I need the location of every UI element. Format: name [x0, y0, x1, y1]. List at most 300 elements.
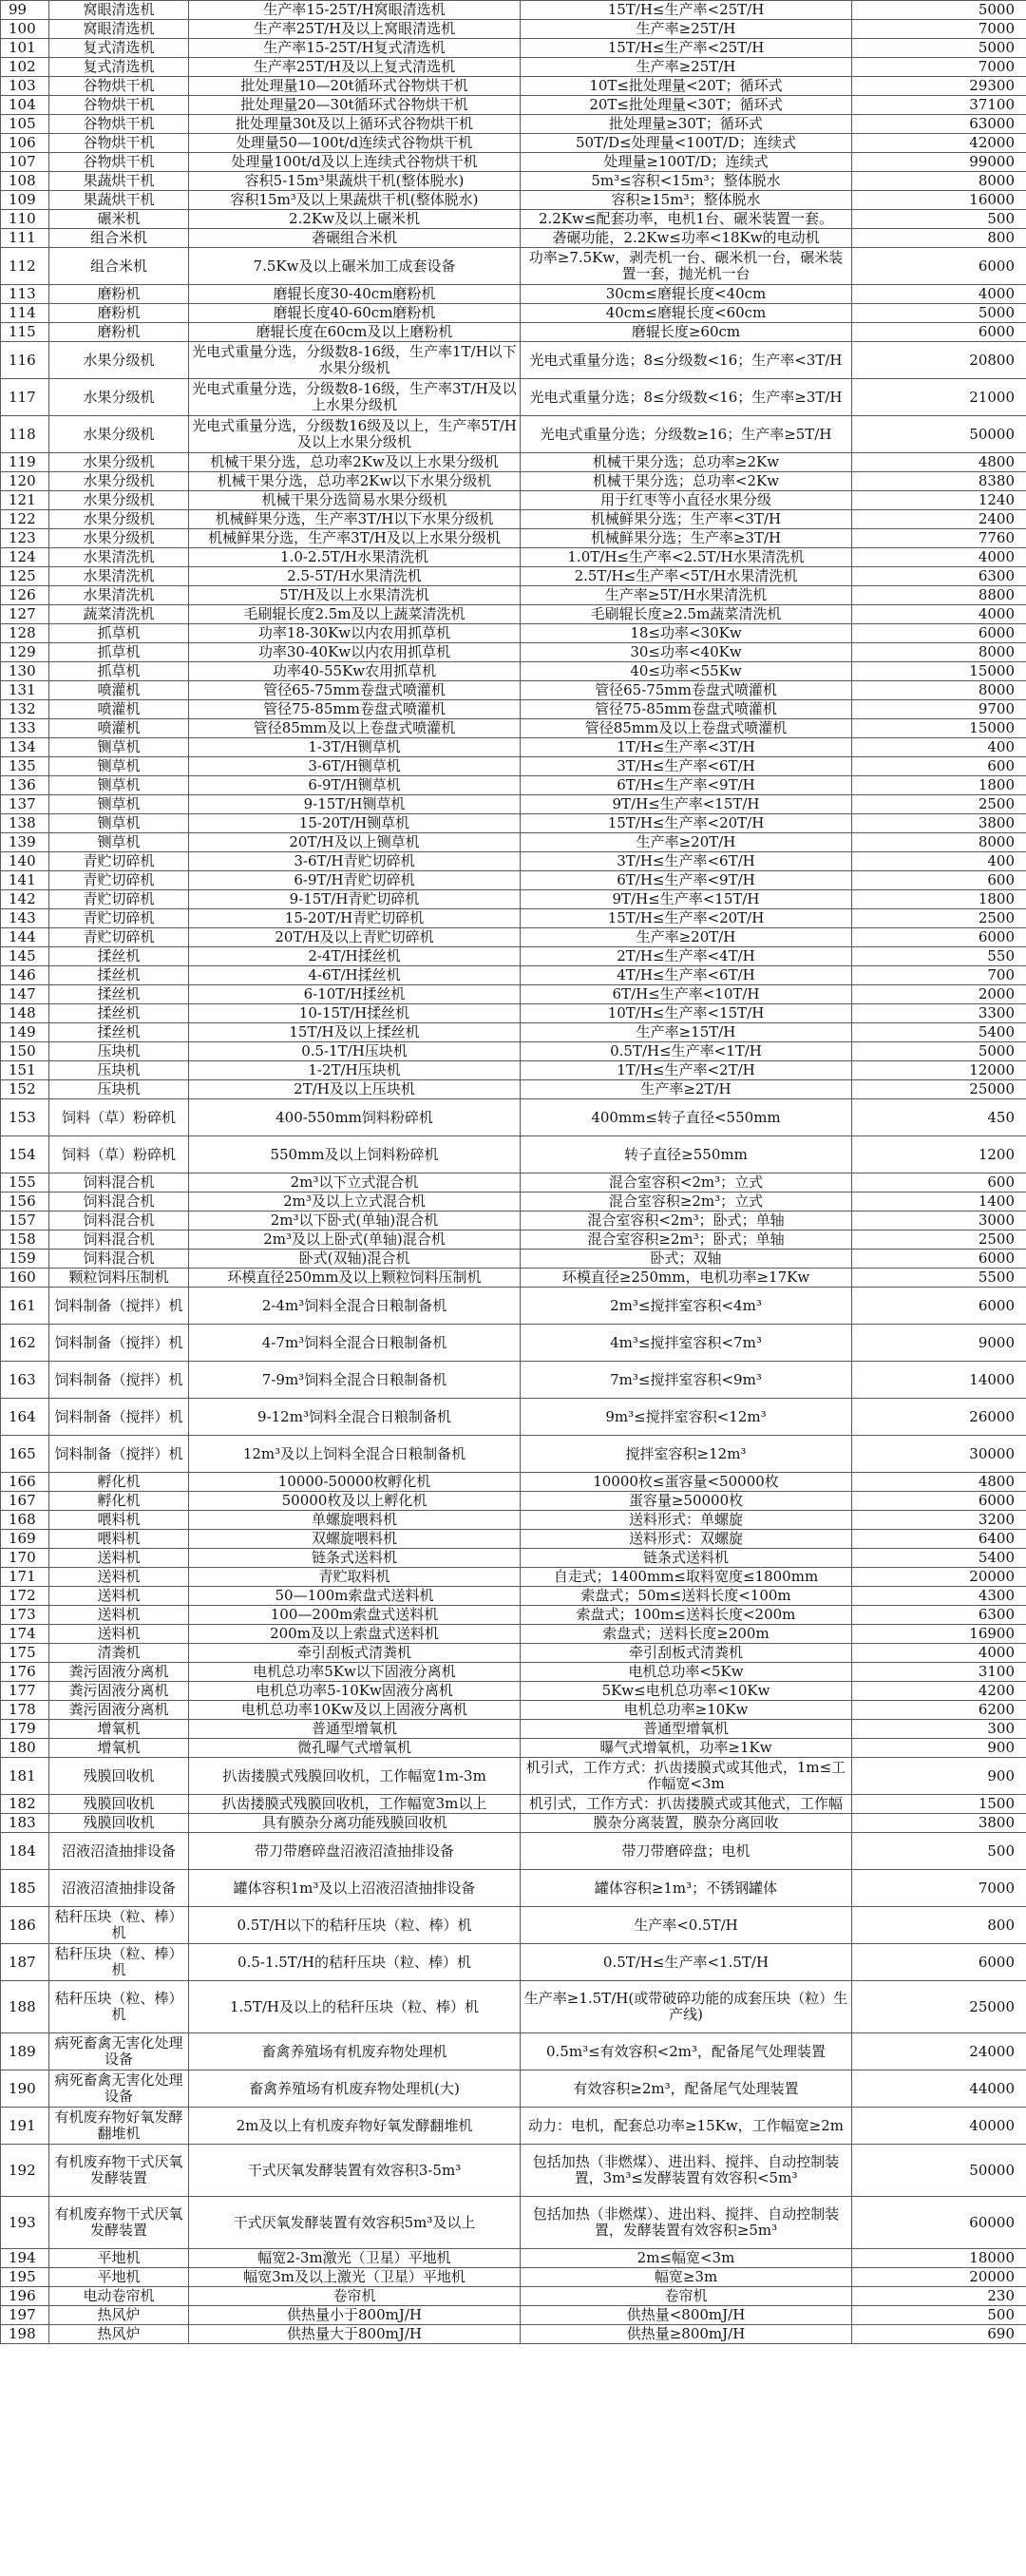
equipment-spec: 管径75-85mm卷盘式喷灌机 — [189, 700, 521, 719]
equipment-spec: 砻碾组合米机 — [189, 229, 521, 248]
equipment-spec: 20T/H及以上青贮切碎机 — [189, 928, 521, 947]
equipment-spec: 机械鲜果分选，生产率3T/H及以上水果分级机 — [189, 529, 521, 548]
spec-condition: 400mm≤转子直径<550mm — [521, 1099, 852, 1136]
equipment-spec: 青贮取料机 — [189, 1568, 521, 1587]
equipment-name: 送料机 — [49, 1606, 189, 1625]
equipment-spec: 卷帘机 — [189, 2287, 521, 2306]
spec-condition: 15T/H≤生产率<25T/H — [521, 39, 852, 58]
table-row — [1, 1250, 1026, 1269]
equipment-spec: 0.5-1.5T/H的秸秆压块（粒、棒）机 — [189, 1944, 521, 1981]
equipment-spec: 普通型增氧机 — [189, 1720, 521, 1739]
spec-condition: 机引式，工作方式：扒齿搂膜式或其他式，1m≤工作幅宽<3m — [521, 1758, 852, 1795]
equipment-name: 水果分级机 — [49, 416, 189, 453]
table-row — [1, 719, 1026, 738]
equipment-name: 揉丝机 — [49, 985, 189, 1004]
row-number: 122 — [1, 510, 49, 529]
equipment-name: 谷物烘干机 — [49, 77, 189, 96]
equipment-name: 铡草机 — [49, 833, 189, 852]
table-row — [1, 1269, 1026, 1288]
table-row — [1, 624, 1026, 643]
table-row — [1, 567, 1026, 586]
subsidy-amount: 6400 — [852, 1530, 1026, 1549]
spec-condition: 2m³≤搅拌室容积<4m³ — [521, 1288, 852, 1325]
equipment-spec: 1-3T/H铡草机 — [189, 738, 521, 757]
table-row — [1, 2033, 1026, 2070]
row-number: 173 — [1, 1606, 49, 1625]
row-number: 143 — [1, 909, 49, 928]
equipment-spec: 生产率25T/H及以上窝眼清选机 — [189, 20, 521, 39]
row-number: 195 — [1, 2268, 49, 2287]
table-row — [1, 491, 1026, 510]
equipment-name: 饲料制备（搅拌）机 — [49, 1288, 189, 1325]
table-row — [1, 2197, 1026, 2249]
row-number: 197 — [1, 2306, 49, 2325]
equipment-name: 秸秆压块（粒、棒）机 — [49, 1944, 189, 1981]
row-number: 110 — [1, 210, 49, 229]
subsidy-amount: 5500 — [852, 1269, 1026, 1288]
row-number: 158 — [1, 1231, 49, 1250]
equipment-name: 铡草机 — [49, 738, 189, 757]
table-row — [1, 1663, 1026, 1682]
row-number: 107 — [1, 153, 49, 172]
subsidy-amount: 550 — [852, 947, 1026, 966]
row-number: 190 — [1, 2070, 49, 2108]
table-row — [1, 966, 1026, 985]
row-number: 165 — [1, 1436, 49, 1473]
spec-condition: 9T/H≤生产率<15T/H — [521, 795, 852, 814]
spec-condition: 生产率≥5T/H水果清洗机 — [521, 586, 852, 605]
equipment-spec: 电机总功率5Kw以下固液分离机 — [189, 1663, 521, 1682]
spec-condition: 生产率<0.5T/H — [521, 1907, 852, 1944]
table-row — [1, 548, 1026, 567]
equipment-name: 有机废弃物干式厌氧发酵装置 — [49, 2197, 189, 2249]
spec-condition: 机械鲜果分选；生产率≥3T/H — [521, 529, 852, 548]
subsidy-amount: 44000 — [852, 2070, 1026, 2108]
table-row — [1, 191, 1026, 210]
equipment-spec: 幅宽3m及以上激光（卫星）平地机 — [189, 2268, 521, 2287]
subsidy-amount: 900 — [852, 1739, 1026, 1758]
subsidy-amount: 63000 — [852, 115, 1026, 134]
subsidy-amount: 1200 — [852, 1136, 1026, 1174]
subsidy-amount: 1800 — [852, 776, 1026, 795]
equipment-spec: 12m³及以上饲料全混合日粮制备机 — [189, 1436, 521, 1473]
subsidy-amount: 5400 — [852, 1023, 1026, 1042]
table-row — [1, 1099, 1026, 1136]
spec-condition: 功率≥7.5Kw，剥壳机一台、碾米机一台，碾米装置一套，抛光机一台 — [521, 248, 852, 285]
table-row — [1, 909, 1026, 928]
spec-condition: 9T/H≤生产率<15T/H — [521, 890, 852, 909]
equipment-spec: 扒齿搂膜式残膜回收机，工作幅宽3m以上 — [189, 1795, 521, 1814]
subsidy-amount: 4000 — [852, 285, 1026, 304]
table-body — [1, 1, 1026, 2344]
equipment-spec: 功率30-40Kw以内农用抓草机 — [189, 643, 521, 662]
table-row — [1, 890, 1026, 909]
equipment-name: 铡草机 — [49, 757, 189, 776]
subsidy-amount: 6300 — [852, 567, 1026, 586]
subsidy-amount: 500 — [852, 1833, 1026, 1870]
table-row — [1, 814, 1026, 833]
row-number: 120 — [1, 472, 49, 491]
spec-condition: 包括加热（非燃煤）、进出料、搅拌、自动控制装置，发酵装置有效容积≥5m³ — [521, 2197, 852, 2249]
spec-condition: 4T/H≤生产率<6T/H — [521, 966, 852, 985]
subsidy-amount: 7760 — [852, 529, 1026, 548]
spec-condition: 搅拌室容积≥12m³ — [521, 1436, 852, 1473]
spec-condition: 砻碾功能，2.2Kw≤功率<18Kw的电动机 — [521, 229, 852, 248]
spec-condition: 生产率≥20T/H — [521, 833, 852, 852]
table-row — [1, 795, 1026, 814]
spec-condition: 机械干果分选；总功率≥2Kw — [521, 453, 852, 472]
equipment-spec: 光电式重量分选，分级数16级及以上，生产率5T/H及以上水果分级机 — [189, 416, 521, 453]
subsidy-amount: 3300 — [852, 1004, 1026, 1023]
equipment-name: 铡草机 — [49, 776, 189, 795]
subsidy-amount: 2000 — [852, 985, 1026, 1004]
equipment-spec: 9-15T/H铡草机 — [189, 795, 521, 814]
equipment-spec: 容积15m³及以上果蔬烘干机(整体脱水) — [189, 191, 521, 210]
row-number: 115 — [1, 323, 49, 342]
table-row — [1, 833, 1026, 852]
equipment-spec: 3-6T/H青贮切碎机 — [189, 852, 521, 871]
equipment-spec: 扒齿搂膜式残膜回收机，工作幅宽1m-3m — [189, 1758, 521, 1795]
equipment-spec: 批处理量10—20t循环式谷物烘干机 — [189, 77, 521, 96]
table-row — [1, 379, 1026, 416]
equipment-name: 铡草机 — [49, 795, 189, 814]
spec-condition: 15T/H≤生产率<20T/H — [521, 909, 852, 928]
row-number: 144 — [1, 928, 49, 947]
table-row — [1, 1568, 1026, 1587]
subsidy-amount: 3800 — [852, 1814, 1026, 1833]
equipment-spec: 50000枚及以上孵化机 — [189, 1492, 521, 1511]
equipment-spec: 6-9T/H青贮切碎机 — [189, 871, 521, 890]
subsidy-amount: 21000 — [852, 379, 1026, 416]
equipment-name: 热风炉 — [49, 2325, 189, 2344]
equipment-name: 病死畜禽无害化处理设备 — [49, 2033, 189, 2070]
spec-condition: 索盘式；送料长度≥200m — [521, 1625, 852, 1644]
spec-condition: 容积≥15m³；整体脱水 — [521, 191, 852, 210]
table-row — [1, 1, 1026, 20]
equipment-spec: 生产率15-25T/H复式清选机 — [189, 39, 521, 58]
table-row — [1, 985, 1026, 1004]
subsidy-amount: 800 — [852, 1907, 1026, 1944]
equipment-spec: 电机总功率5-10Kw固液分离机 — [189, 1682, 521, 1701]
equipment-spec: 2m³以下卧式(单轴)混合机 — [189, 1212, 521, 1231]
row-number: 159 — [1, 1250, 49, 1269]
equipment-spec: 10000-50000枚孵化机 — [189, 1473, 521, 1492]
spec-condition: 6T/H≤生产率<10T/H — [521, 985, 852, 1004]
equipment-name: 沼液沼渣抽排设备 — [49, 1870, 189, 1907]
equipment-name: 水果清洗机 — [49, 586, 189, 605]
row-number: 196 — [1, 2287, 49, 2306]
row-number: 187 — [1, 1944, 49, 1981]
subsidy-amount: 500 — [852, 210, 1026, 229]
equipment-spec: 机械干果分选，总功率2Kw及以上水果分级机 — [189, 453, 521, 472]
table-row — [1, 2325, 1026, 2344]
subsidy-amount: 15000 — [852, 719, 1026, 738]
equipment-spec: 批处理量20—30t循环式谷物烘干机 — [189, 96, 521, 115]
equipment-name: 组合米机 — [49, 229, 189, 248]
spec-condition: 40cm≤磨辊长度<60cm — [521, 304, 852, 323]
equipment-spec: 4-6T/H揉丝机 — [189, 966, 521, 985]
spec-condition: 机械干果分选；总功率<2Kw — [521, 472, 852, 491]
subsidy-amount: 20000 — [852, 1568, 1026, 1587]
subsidy-amount: 42000 — [852, 134, 1026, 153]
row-number: 121 — [1, 491, 49, 510]
row-number: 192 — [1, 2145, 49, 2197]
equipment-name: 饲料制备（搅拌）机 — [49, 1325, 189, 1362]
equipment-spec: 磨辊长度30-40cm磨粉机 — [189, 285, 521, 304]
equipment-spec: 50—100m索盘式送料机 — [189, 1587, 521, 1606]
equipment-spec: 链条式送料机 — [189, 1549, 521, 1568]
equipment-name: 沼液沼渣抽排设备 — [49, 1833, 189, 1870]
equipment-name: 青贮切碎机 — [49, 871, 189, 890]
subsidy-amount: 2500 — [852, 1231, 1026, 1250]
equipment-name: 饲料混合机 — [49, 1231, 189, 1250]
row-number: 116 — [1, 342, 49, 379]
equipment-name: 组合米机 — [49, 248, 189, 285]
row-number: 162 — [1, 1325, 49, 1362]
table-row — [1, 1981, 1026, 2033]
subsidy-amount: 5000 — [852, 39, 1026, 58]
equipment-spec: 2m³及以上立式混合机 — [189, 1193, 521, 1212]
row-number: 109 — [1, 191, 49, 210]
equipment-name: 平地机 — [49, 2268, 189, 2287]
row-number: 119 — [1, 453, 49, 472]
table-row — [1, 1362, 1026, 1399]
row-number: 171 — [1, 1568, 49, 1587]
subsidy-amount: 7000 — [852, 58, 1026, 77]
row-number: 160 — [1, 1269, 49, 1288]
table-row — [1, 1042, 1026, 1061]
equipment-name: 水果分级机 — [49, 342, 189, 379]
table-row — [1, 2306, 1026, 2325]
equipment-name: 饲料混合机 — [49, 1174, 189, 1193]
table-row — [1, 928, 1026, 947]
equipment-name: 饲料制备（搅拌）机 — [49, 1362, 189, 1399]
table-row — [1, 1814, 1026, 1833]
row-number: 135 — [1, 757, 49, 776]
row-number: 175 — [1, 1644, 49, 1663]
row-number: 142 — [1, 890, 49, 909]
row-number: 179 — [1, 1720, 49, 1739]
row-number: 113 — [1, 285, 49, 304]
spec-condition: 20T≤批处理量<30T；循环式 — [521, 96, 852, 115]
table-row — [1, 1288, 1026, 1325]
row-number: 184 — [1, 1833, 49, 1870]
row-number: 180 — [1, 1739, 49, 1758]
equipment-spec: 畜禽养殖场有机废弃物处理机(大) — [189, 2070, 521, 2108]
subsidy-amount: 600 — [852, 757, 1026, 776]
row-number: 130 — [1, 662, 49, 681]
equipment-name: 电动卷帘机 — [49, 2287, 189, 2306]
table-row — [1, 323, 1026, 342]
table-row — [1, 153, 1026, 172]
equipment-spec: 带刀带磨碎盘沼液沼渣抽排设备 — [189, 1833, 521, 1870]
row-number: 156 — [1, 1193, 49, 1212]
spec-condition: 光电式重量分选；分级数≥16；生产率≥5T/H — [521, 416, 852, 453]
spec-condition: 卷帘机 — [521, 2287, 852, 2306]
subsidy-amount: 99000 — [852, 153, 1026, 172]
equipment-name: 窝眼清选机 — [49, 20, 189, 39]
equipment-name: 秸秆压块（粒、棒）机 — [49, 1907, 189, 1944]
subsidy-amount: 5400 — [852, 1549, 1026, 1568]
equipment-spec: 1.0-2.5T/H水果清洗机 — [189, 548, 521, 567]
equipment-spec: 批处理量30t及以上循环式谷物烘干机 — [189, 115, 521, 134]
equipment-spec: 2-4m³饲料全混合日粮制备机 — [189, 1288, 521, 1325]
subsidy-amount: 6000 — [852, 1288, 1026, 1325]
equipment-spec: 罐体容积1m³及以上沼液沼渣抽排设备 — [189, 1870, 521, 1907]
equipment-spec: 9-15T/H青贮切碎机 — [189, 890, 521, 909]
subsidy-amount: 4000 — [852, 605, 1026, 624]
table-row — [1, 1907, 1026, 1944]
subsidy-amount: 3000 — [852, 1212, 1026, 1231]
spec-condition: 30cm≤磨辊长度<40cm — [521, 285, 852, 304]
subsidy-amount: 5000 — [852, 1, 1026, 20]
row-number: 136 — [1, 776, 49, 795]
equipment-name: 平地机 — [49, 2249, 189, 2268]
equipment-spec: 功率18-30Kw以内农用抓草机 — [189, 624, 521, 643]
table-row — [1, 1004, 1026, 1023]
spec-condition: 生产率≥15T/H — [521, 1023, 852, 1042]
equipment-spec: 管径85mm及以上卷盘式喷灌机 — [189, 719, 521, 738]
equipment-name: 颗粒饲料压制机 — [49, 1269, 189, 1288]
spec-condition: 5Kw≤电机总功率<10Kw — [521, 1682, 852, 1701]
equipment-spec: 具有膜杂分离功能残膜回收机 — [189, 1814, 521, 1833]
equipment-name: 谷物烘干机 — [49, 115, 189, 134]
equipment-spec: 15T/H及以上揉丝机 — [189, 1023, 521, 1042]
subsidy-amount: 8000 — [852, 833, 1026, 852]
equipment-name: 饲料制备（搅拌）机 — [49, 1436, 189, 1473]
subsidy-amount: 700 — [852, 966, 1026, 985]
subsidy-amount: 1240 — [852, 491, 1026, 510]
equipment-spec: 1.5T/H及以上的秸秆压块（粒、棒）机 — [189, 1981, 521, 2033]
equipment-spec: 环模直径250mm及以上颗粒饲料压制机 — [189, 1269, 521, 1288]
spec-condition: 1.0T/H≤生产率<2.5T/H水果清洗机 — [521, 548, 852, 567]
table-row — [1, 77, 1026, 96]
equipment-name: 铡草机 — [49, 814, 189, 833]
table-row — [1, 1739, 1026, 1758]
equipment-spec: 生产率15-25T/H窝眼清选机 — [189, 1, 521, 20]
row-number: 117 — [1, 379, 49, 416]
row-number: 182 — [1, 1795, 49, 1814]
table-row — [1, 2108, 1026, 2145]
equipment-name: 喷灌机 — [49, 681, 189, 700]
subsidy-amount: 30000 — [852, 1436, 1026, 1473]
equipment-spec: 15-20T/H铡草机 — [189, 814, 521, 833]
subsidy-amount: 8000 — [852, 681, 1026, 700]
equipment-spec: 牵引刮板式清粪机 — [189, 1644, 521, 1663]
subsidy-amount: 3100 — [852, 1663, 1026, 1682]
equipment-spec: 容积5-15m³果蔬烘干机(整体脱水) — [189, 172, 521, 191]
table-row — [1, 1061, 1026, 1080]
row-number: 177 — [1, 1682, 49, 1701]
subsidy-amount: 12000 — [852, 1061, 1026, 1080]
table-row — [1, 285, 1026, 304]
table-row — [1, 681, 1026, 700]
row-number: 164 — [1, 1399, 49, 1436]
row-number: 183 — [1, 1814, 49, 1833]
equipment-name: 病死畜禽无害化处理设备 — [49, 2070, 189, 2108]
row-number: 147 — [1, 985, 49, 1004]
equipment-spec: 100—200m索盘式送料机 — [189, 1606, 521, 1625]
equipment-spec: 机械鲜果分选，生产率3T/H以下水果分级机 — [189, 510, 521, 529]
spec-condition: 包括加热（非燃煤）、进出料、搅拌、自动控制装置，3m³≤发酵装置有效容积<5m³ — [521, 2145, 852, 2197]
subsidy-amount: 900 — [852, 1758, 1026, 1795]
row-number: 145 — [1, 947, 49, 966]
table-row — [1, 1193, 1026, 1212]
subsidy-amount: 26000 — [852, 1399, 1026, 1436]
subsidy-amount: 4000 — [852, 1644, 1026, 1663]
row-number: 155 — [1, 1174, 49, 1193]
spec-condition: 供热量≥800mJ/H — [521, 2325, 852, 2344]
table-row — [1, 58, 1026, 77]
row-number: 139 — [1, 833, 49, 852]
table-row — [1, 2145, 1026, 2197]
row-number: 103 — [1, 77, 49, 96]
equipment-spec: 光电式重量分选，分级数8-16级，生产率1T/H以下水果分级机 — [189, 342, 521, 379]
table-row — [1, 115, 1026, 134]
row-number: 154 — [1, 1136, 49, 1174]
equipment-spec: 2.2Kw及以上碾米机 — [189, 210, 521, 229]
equipment-name: 揉丝机 — [49, 1023, 189, 1042]
table-row — [1, 757, 1026, 776]
subsidy-amount: 20000 — [852, 2268, 1026, 2287]
spec-condition: 0.5T/H≤生产率<1T/H — [521, 1042, 852, 1061]
subsidy-amount: 8800 — [852, 586, 1026, 605]
row-number: 102 — [1, 58, 49, 77]
equipment-name: 果蔬烘干机 — [49, 172, 189, 191]
equipment-name: 喷灌机 — [49, 719, 189, 738]
equipment-name: 清粪机 — [49, 1644, 189, 1663]
spec-condition: 6T/H≤生产率<9T/H — [521, 871, 852, 890]
row-number: 124 — [1, 548, 49, 567]
equipment-name: 果蔬烘干机 — [49, 191, 189, 210]
table-row — [1, 510, 1026, 529]
equipment-name: 饲料（草）粉碎机 — [49, 1136, 189, 1174]
row-number: 108 — [1, 172, 49, 191]
equipment-name: 水果分级机 — [49, 529, 189, 548]
row-number: 127 — [1, 605, 49, 624]
equipment-spec: 2m³及以上卧式(单轴)混合机 — [189, 1231, 521, 1250]
subsidy-amount: 690 — [852, 2325, 1026, 2344]
subsidy-amount: 2500 — [852, 909, 1026, 928]
equipment-spec: 微孔曝气式增氧机 — [189, 1739, 521, 1758]
table-row — [1, 96, 1026, 115]
subsidy-amount: 3800 — [852, 814, 1026, 833]
equipment-name: 有机废弃物好氧发酵翻堆机 — [49, 2108, 189, 2145]
equipment-name: 送料机 — [49, 1587, 189, 1606]
equipment-name: 饲料制备（搅拌）机 — [49, 1399, 189, 1436]
spec-condition: 混合室容积<2m³；立式 — [521, 1174, 852, 1193]
spec-condition: 链条式送料机 — [521, 1549, 852, 1568]
table-row — [1, 738, 1026, 757]
subsidy-amount: 18000 — [852, 2249, 1026, 2268]
table-row — [1, 1587, 1026, 1606]
table-row — [1, 1511, 1026, 1530]
table-row — [1, 1136, 1026, 1174]
spec-condition: 牵引刮板式清粪机 — [521, 1644, 852, 1663]
table-row — [1, 1473, 1026, 1492]
subsidy-amount: 60000 — [852, 2197, 1026, 2249]
equipment-spec: 干式厌氧发酵装置有效容积5m³及以上 — [189, 2197, 521, 2249]
subsidy-amount: 16000 — [852, 191, 1026, 210]
spec-condition: 批处理量≥30T；循环式 — [521, 115, 852, 134]
spec-condition: 电机总功率≥10Kw — [521, 1701, 852, 1720]
subsidy-amount: 6200 — [852, 1701, 1026, 1720]
row-number: 140 — [1, 852, 49, 871]
spec-condition: 动力：电机，配套总功率≥15Kw，工作幅宽≥2m — [521, 2108, 852, 2145]
spec-condition: 2m≤幅宽<3m — [521, 2249, 852, 2268]
spec-condition: 生产率≥2T/H — [521, 1080, 852, 1099]
subsidy-amount: 29300 — [852, 77, 1026, 96]
